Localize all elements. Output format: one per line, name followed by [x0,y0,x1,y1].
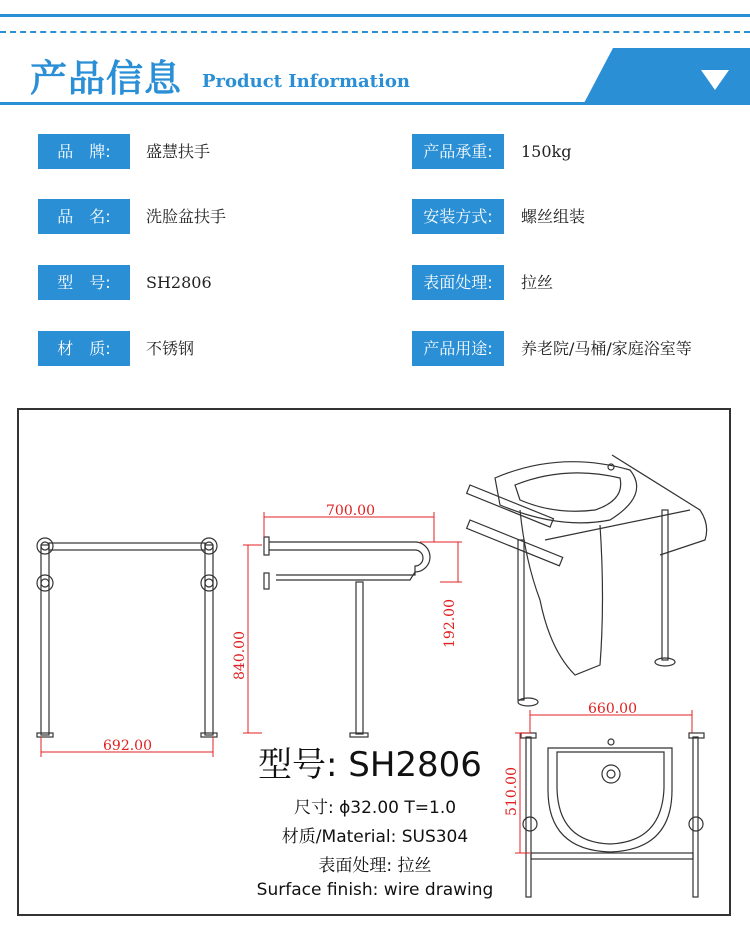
info-value-surface: 拉丝 [521,273,554,292]
info-value-install: 螺丝组装 [521,207,586,226]
info-label-install: 安装方式: [412,199,504,234]
dim-side-top-label: 192.00 [442,599,458,648]
front-view-drawing [37,538,217,737]
info-label-brand: 品 牌: [38,134,130,169]
dim-front-width-label: 692.00 [103,738,152,754]
isometric-view-drawing [467,455,707,706]
spec-size: 尺寸: ϕ32.00 T=1.0 [293,798,457,818]
info-value-usage: 养老院/马桶/家庭浴室等 [521,339,692,358]
info-label-material: 材 质: [38,331,130,366]
dim-top-depth-label: 510.00 [504,767,520,816]
spec-model: 型号: SH2806 [258,745,482,785]
info-value-brand: 盛慧扶手 [146,142,211,161]
info-value-name: 洗脸盆扶手 [146,207,227,226]
top-view-drawing [521,733,704,897]
spec-finish-cn: 表面处理: 拉丝 [318,856,432,876]
info-label-model: 型 号: [38,265,130,300]
info-value-load: 150kg [521,142,572,161]
info-label-usage: 产品用途: [412,331,504,366]
dim-side-height-label: 840.00 [232,631,248,680]
info-value-material: 不锈钢 [146,339,195,358]
side-view-drawing [264,537,430,737]
info-value-model: SH2806 [146,273,212,292]
dim-side-width-label: 700.00 [326,503,375,519]
page-subtitle: Product Information [202,71,410,92]
info-label-name: 品 名: [38,199,130,234]
dim-top-width-label: 660.00 [588,701,637,717]
spec-finish-en: Surface finish: wire drawing [256,880,494,900]
spec-material: 材质/Material: SUS304 [281,827,469,847]
info-label-load: 产品承重: [412,134,504,169]
info-label-surface: 表面处理: [412,265,504,300]
page-title: 产品信息 [30,57,182,100]
